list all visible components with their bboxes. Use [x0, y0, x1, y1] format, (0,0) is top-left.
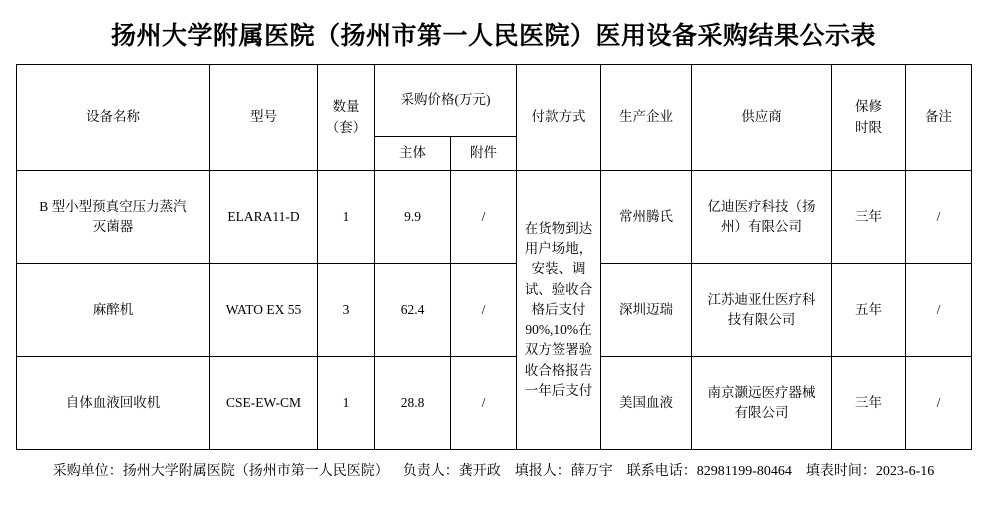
cell-price-main: 62.4 [375, 264, 451, 357]
header-model: 型号 [210, 65, 318, 171]
header-warranty-line2: 时限 [855, 119, 882, 135]
device-name-line1: 麻醉机 [92, 301, 134, 317]
cell-quantity: 3 [318, 264, 375, 357]
cell-supplier [692, 357, 832, 450]
header-warranty-line1: 保修 [855, 99, 882, 115]
cell-model: CSE-EW-CM [210, 357, 318, 450]
footer-purchaser: 采购单位：扬州大学附属医院（扬州市第一人民医院） [52, 464, 389, 479]
header-quantity-line1: 数量 [332, 99, 360, 115]
device-name-line2: 灭菌器 [92, 219, 134, 234]
cell-model: ELARA11-D [210, 171, 318, 264]
cell-remarks: / [906, 264, 972, 357]
header-supplier: 供应商 [692, 65, 832, 171]
cell-price-accessory: / [451, 264, 517, 357]
supplier-line2: 州）有限公司 [721, 219, 802, 234]
cell-supplier [692, 171, 832, 264]
footer-note [16, 450, 971, 480]
cell-quantity: 1 [318, 357, 375, 450]
header-price-group: 采购价格(万元) [375, 65, 517, 137]
cell-price-accessory: / [451, 357, 517, 450]
supplier-line2: 技有限公司 [727, 312, 796, 327]
cell-manufacturer: 美国血液 [601, 357, 692, 450]
cell-warranty: 五年 [832, 264, 906, 357]
table-header-row-1 [17, 65, 972, 137]
page-title: 扬州大学附属医院（扬州市第一人民医院）医用设备采购结果公示表 [110, 23, 876, 50]
cell-price-main: 9.9 [375, 171, 451, 264]
cell-device-name [17, 171, 210, 264]
cell-payment-terms: 在货物到达用户场地，安装、调试、验收合格后支付 90%,10%在双方签署验收合格报告一年后支付 [517, 171, 601, 450]
footer-fill-date: 填表时间：2023-6-16 [805, 464, 935, 479]
header-payment: 付款方式 [517, 65, 601, 171]
header-remarks: 备注 [906, 65, 972, 171]
cell-price-accessory: / [451, 171, 517, 264]
cell-remarks: / [906, 357, 972, 450]
cell-remarks: / [906, 171, 972, 264]
cell-device-name [17, 264, 210, 357]
cell-manufacturer: 常州腾氏 [601, 171, 692, 264]
header-device-name: 设备名称 [17, 65, 210, 171]
header-manufacturer: 生产企业 [601, 65, 692, 171]
header-price-main: 主体 [375, 137, 451, 171]
cell-manufacturer: 深圳迈瑞 [601, 264, 692, 357]
cell-device-name [17, 357, 210, 450]
cell-supplier [692, 264, 832, 357]
header-quantity-line2: （套） [325, 119, 367, 135]
table-row [17, 264, 972, 357]
supplier-line1: 亿迪医疗科技（扬 [707, 198, 816, 214]
cell-model: WATO EX 55 [210, 264, 318, 357]
footer-phone: 联系电话：82981199-80464 [626, 464, 792, 479]
device-name-line1: B 型小型预真空压力蒸汽 [39, 198, 187, 214]
header-price-accessory: 附件 [451, 137, 517, 171]
table-row [17, 357, 972, 450]
cell-warranty: 三年 [832, 357, 906, 450]
header-warranty [832, 65, 906, 171]
header-quantity [318, 65, 375, 171]
cell-quantity: 1 [318, 171, 375, 264]
procurement-results-table [16, 64, 972, 450]
supplier-line2: 有限公司 [734, 405, 789, 420]
cell-price-main: 28.8 [375, 357, 451, 450]
table-row [17, 171, 972, 264]
supplier-line1: 南京灏远医疗器械 [707, 384, 816, 400]
device-name-line1: 自体血液回收机 [65, 394, 161, 410]
footer-filler: 填报人：薛万宇 [514, 464, 613, 479]
supplier-line1: 江苏迪亚仕医疗科 [707, 291, 816, 307]
cell-warranty: 三年 [832, 171, 906, 264]
footer-responsible: 负责人：龚开政 [402, 464, 501, 479]
